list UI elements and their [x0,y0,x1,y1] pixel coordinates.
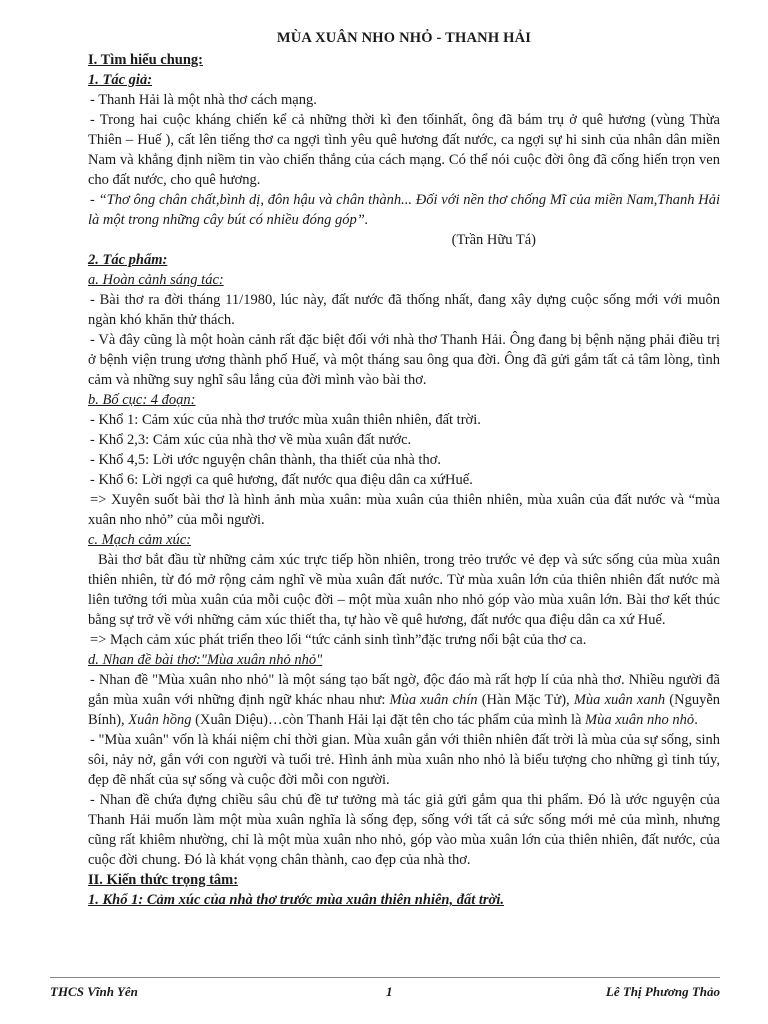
context-paragraph-2: - Và đây cũng là một hoàn cảnh rất đặc biệt đối với nhà thơ Thanh Hải. Ông đang bị bệnh nặng phải điều trị ở bệnh viện trung ương thành phố Huế, và một tháng sau ông qua đời. Ông đã gửi gắm tất cả tâm lòng, tình cảm và những suy nghĩ sâu lắng của đời mình vào bài thơ. [88,332,720,388]
author-heading: 1. Tác giả: [88,72,153,88]
poem-title-text: - Nhan đề "Mùa xuân nho nhỏ" là một sáng tạo bất ngờ, độc đáo mà rất hợp lí của nhà thơ. Nhiều người đã gắn mùa xuân với những định ngữ khác nhau như: [88,672,720,708]
emotion-heading: c. Mạch cảm xúc: [88,532,192,548]
emotion-paragraph-2: => Mạch cảm xúc phát triển theo lối “tức cảnh sinh tình”đặc trưng nổi bật của thơ ca. [90,632,587,648]
section-1-heading: I. Tìm hiểu chung: [88,52,203,68]
poem-title-ref: Mùa xuân nho nhỏ [585,712,695,728]
poem-title-paragraph-1 [88,670,720,730]
document-title: MÙA XUÂN NHO NHỎ - THANH HẢI [276,30,532,46]
footer-school: THCS Vĩnh Yên [50,984,138,999]
stanza-1-heading: 1. Khổ 1: Cảm xúc của nhà thơ trước mùa xuân thiên nhiên, đất trời. [88,892,504,908]
footer-page-number: 1 [386,984,393,999]
context-heading: a. Hoàn cảnh sáng tác: [88,272,224,288]
emotion-paragraph-1: Bài thơ bắt đầu từ những cảm xúc trực tiếp hồn nhiên, trong trẻo trước vẻ đẹp và sức sống của mùa xuân thiên nhiên, từ đó mở rộng cảm nghĩ về mùa xuân đất nước. Từ mùa xuân lớn của thiên nhiên đất nước mà liên tưởng tới mùa xuân của mỗi cuộc đời – một mùa xuân nho nhỏ góp vào mùa xuân lớn. Bài thơ kết thúc bằng sự trở về với những cảm xúc thiết tha, tự hào về quê hương, đất nước qua điệu dân ca xứ Huế. [88,552,720,628]
poem-title-paragraph-2: - "Mùa xuân" vốn là khái niệm chỉ thời gian. Mùa xuân gắn với thiên nhiên đất trời là mùa của sự sống, sinh sôi, nảy nở, gắn với con người và tuổi trẻ. Hình ảnh mùa xuân nho nhỏ là biểu tượng cho những gì tinh túy, đẹp đẽ nhất của sự sống và cuộc đời mỗi con người. [88,732,720,788]
layout-conclusion: => Xuyên suốt bài thơ là hình ảnh mùa xuân: mùa xuân của thiên nhiên, mùa xuân của đất nước và “mùa xuân nho nhỏ” của mỗi người. [88,492,720,528]
author-quote: - “Thơ ông chân chất,bình dị, đôn hậu và chân thành... Đối với nền thơ chống Mĩ của miền Nam,Thanh Hải là một trong những cây bút có nhiều đóng góp”. [88,192,720,228]
author-paragraph-1: - Thanh Hải là một nhà thơ cách mạng. [90,92,317,108]
layout-item: - Khổ 2,3: Cảm xúc của nhà thơ về mùa xuân đất nước. [90,432,412,448]
poem-title-text: . [694,712,698,728]
layout-item: - Khổ 4,5: Lời ước nguyện chân thành, tha thiết của nhà thơ. [90,452,441,468]
poem-title-ref: Mùa xuân xanh [573,692,666,708]
layout-item: - Khổ 6: Lời ngợi ca quê hương, đất nước qua điệu dân ca xứHuế. [90,472,473,488]
poem-title-text: (Hàn Mặc Tử), [477,692,574,708]
quote-source: (Trần Hữu Tá) [451,232,536,248]
poem-title-paragraph-3: - Nhan đề chứa đựng chiều sâu chủ đề tư tưởng mà tác giả gửi gắm qua thi phẩm. Đó là ước nguyện của Thanh Hải muốn làm một mùa xuân nghĩa là sống đẹp, sống với tất cả sức sống mới mẻ của mình, nhưng cũng rất khiêm nhường, chỉ là một mùa xuân nho nhỏ, góp vào mùa xuân lớn của thiên nhiên, đất nước, của cuộc đời chung. Đó là khát vọng chân thành, cao đẹp của nhà thơ. [88,792,720,868]
layout-heading: b. Bố cục: 4 đoạn: [88,392,196,408]
context-paragraph-1: - Bài thơ ra đời tháng 11/1980, lúc này, đất nước đã thống nhất, đang xây dựng cuộc sống mới với muôn ngàn khó khăn thử thách. [88,292,720,328]
poem-title-heading: d. Nhan đề bài thơ:"Mùa xuân nhỏ nhỏ" [88,652,323,668]
footer-author: Lê Thị Phương Thảo [605,984,720,999]
section-2-heading: II. Kiến thức trọng tâm: [88,872,239,888]
poem-title-text: (Xuân Diệu)…còn Thanh Hải lại đặt tên cho tác phẩm của mình là [191,712,586,728]
footer-divider [50,977,720,978]
poem-title-ref: Xuân hồng [128,712,192,728]
poem-title-ref: Mùa xuân chín [389,692,478,708]
document-body [88,28,720,910]
poem-title-text: (Nguyễn Bính), [88,692,720,728]
work-heading: 2. Tác phẩm: [88,252,168,268]
author-paragraph-2: - Trong hai cuộc kháng chiến kể cả những thời kì đen tốinhất, ông đã bám trụ ở quê hương (vùng Thừa Thiên – Huế ), cất lên tiếng thơ ca ngợi tình yêu quê hương đất nước, ca ngợi sự hi sinh của nhân dân miền Nam và khẳng định niềm tin vào chiến thắng của cách mạng. Có thể nói cuộc đời ông đã cống hiến trọn ven cho đất nước, cho quê hương. [88,112,720,188]
layout-item: - Khổ 1: Cảm xúc của nhà thơ trước mùa xuân thiên nhiên, đất trời. [90,412,481,428]
page-footer [50,984,720,1004]
